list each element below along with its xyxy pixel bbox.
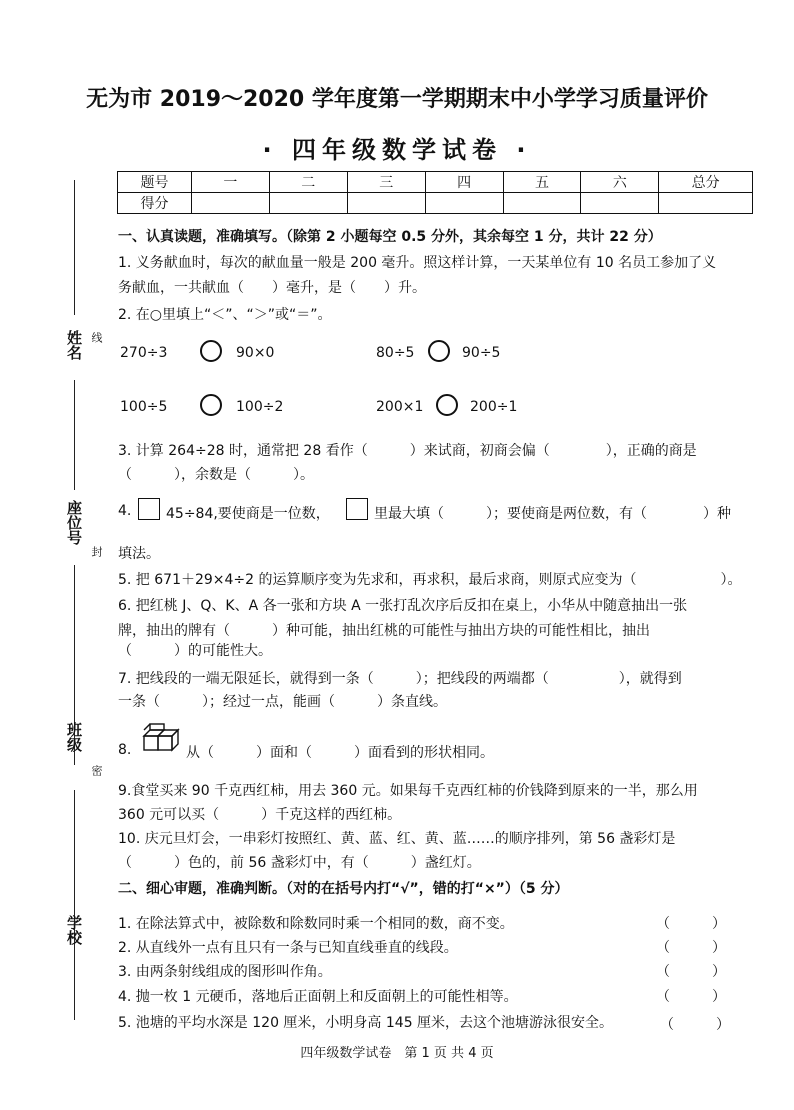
score-cell[interactable] (269, 193, 347, 214)
question-4-text: 45÷84,要使商是一位数， (166, 506, 330, 522)
seat-number-label: 座位号 (65, 500, 83, 545)
seal-line-segment (74, 790, 75, 1020)
seal-fold-mark: 封 (90, 546, 103, 557)
judgment-item: 5. 池塘的平均水深是 120 厘米，小明身高 145 厘米，去这个池塘游泳很安全。 (118, 1015, 614, 1031)
question-6-line-2: 牌，抽出的牌有（ ）种可能，抽出红桃的可能性与抽出方块的可能性相比，抽出 (118, 623, 650, 639)
judgment-item: 1. 在除法算式中，被除数和除数同时乘一个相同的数，商不变。 (118, 916, 514, 932)
compare-expression: 200÷1 (470, 399, 518, 415)
compare-circle[interactable] (428, 340, 450, 362)
section-1-heading: 一、认真读题，准确填写。（除第 2 小题每空 0.5 分外，其余每空 1 分，共计 22 分） (118, 229, 662, 245)
judgment-item: 4. 抛一枚 1 元硬币，落地后正面朝上和反面朝上的可能性相等。 (118, 989, 518, 1005)
score-cell[interactable] (347, 193, 425, 214)
digit-box[interactable] (138, 498, 160, 520)
row-label-question-number: 题号 (118, 172, 192, 193)
question-4-number: 4. (118, 503, 132, 519)
answer-blank[interactable]: （ ） (656, 940, 726, 956)
compare-circle[interactable] (200, 394, 222, 416)
digit-box[interactable] (346, 498, 368, 520)
question-6-line-1: 6. 把红桃 J、Q、K、A 各一张和方块 A 一张打乱次序后反扣在桌上，小华从中随意抽出一张 (118, 598, 688, 614)
name-label: 姓名 (65, 330, 83, 360)
question-9-line-2: 360 元可以买（ ）千克这样的西红柿。 (118, 807, 402, 823)
question-10-line-1: 10. 庆元旦灯会，一串彩灯按照红、黄、蓝、红、黄、蓝……的顺序排列，第 56 盏彩灯是 (118, 831, 676, 847)
column-header: 四 (425, 172, 503, 193)
score-cell[interactable] (503, 193, 581, 214)
score-cell[interactable] (191, 193, 269, 214)
compare-expression: 80÷5 (376, 345, 415, 361)
question-7-line-1: 7. 把线段的一端无限延长，就得到一条（ ）；把线段的两端都（ ），就得到 (118, 671, 682, 687)
compare-circle[interactable] (200, 340, 222, 362)
column-header: 六 (581, 172, 659, 193)
question-3-line-2: （ ），余数是（ ）。 (118, 467, 314, 483)
question-5: 5. 把 671＋29×4÷2 的运算顺序变为先求和，再求积，最后求商，则原式应变为（ ）。 (118, 572, 742, 588)
table-row (118, 193, 753, 214)
page-footer: 四年级数学试卷 第 1 页 共 4 页 (300, 1046, 494, 1061)
question-6-line-3: （ ）的可能性大。 (118, 643, 272, 659)
cube-figure-icon (140, 722, 188, 756)
score-cell[interactable] (659, 193, 753, 214)
compare-expression: 270÷3 (120, 345, 168, 361)
question-2-intro: 2. 在○里填上“＜”、“＞”或“＝”。 (118, 307, 332, 323)
judgment-item: 3. 由两条射线组成的图形叫作角。 (118, 964, 332, 980)
column-header: 五 (503, 172, 581, 193)
school-label: 学校 (65, 915, 83, 945)
question-8-text: 从（ ）面和（ ）面看到的形状相同。 (186, 745, 494, 761)
class-label: 班级 (65, 722, 83, 752)
answer-blank[interactable]: （ ） (656, 989, 726, 1005)
seal-line-mark: 线 (90, 332, 103, 343)
column-header: 总分 (659, 172, 753, 193)
answer-blank[interactable]: （ ） (656, 916, 726, 932)
question-9-line-1: 9.食堂买来 90 千克西红柿，用去 360 元。如果每千克西红柿的价钱降到原来的一半，那么用 (118, 783, 698, 799)
section-2-heading: 二、细心审题，准确判断。（对的在括号内打“√”，错的打“×”）（5 分） (118, 881, 569, 897)
column-header: 二 (269, 172, 347, 193)
compare-expression: 100÷5 (120, 399, 168, 415)
row-label-score: 得分 (118, 193, 192, 214)
exam-title: 无为市 2019～2020 学年度第一学期期末中小学学习质量评价 (86, 87, 708, 112)
question-4-text-2: 里最大填（ ）；要使商是两位数，有（ ）种 (374, 506, 731, 522)
seal-line-segment (74, 180, 75, 315)
question-7-line-2: 一条（ ）；经过一点，能画（ ）条直线。 (118, 694, 447, 710)
question-1-line-1: 1. 义务献血时，每次的献血量一般是 200 毫升。照这样计算，一天某单位有 10 名员工参加了义 (118, 255, 717, 271)
column-header: 一 (191, 172, 269, 193)
table-row (118, 172, 753, 193)
question-1-line-2: 务献血，一共献血（ ）毫升，是（ ）升。 (118, 280, 426, 296)
seal-line-segment (74, 380, 75, 490)
seal-close-mark: 密 (90, 765, 103, 776)
question-8-number: 8. (118, 742, 132, 758)
compare-expression: 100÷2 (236, 399, 284, 415)
question-4-line-2: 填法。 (118, 546, 160, 562)
answer-blank[interactable]: （ ） (660, 1017, 730, 1033)
compare-expression: 200×1 (376, 399, 424, 415)
compare-expression: 90÷5 (462, 345, 501, 361)
score-cell[interactable] (581, 193, 659, 214)
compare-expression: 90×0 (236, 345, 275, 361)
column-header: 三 (347, 172, 425, 193)
score-cell[interactable] (425, 193, 503, 214)
compare-circle[interactable] (436, 394, 458, 416)
score-table (117, 171, 753, 214)
question-3-line-1: 3. 计算 264÷28 时，通常把 28 看作（ ）来试商，初商会偏（ ），正确的商是 (118, 443, 697, 459)
judgment-item: 2. 从直线外一点有且只有一条与已知直线垂直的线段。 (118, 940, 458, 956)
exam-subtitle: · 四年级数学试卷 · (262, 136, 532, 164)
question-10-line-2: （ ）色的，前 56 盏彩灯中，有（ ）盏红灯。 (118, 855, 481, 871)
answer-blank[interactable]: （ ） (656, 964, 726, 980)
